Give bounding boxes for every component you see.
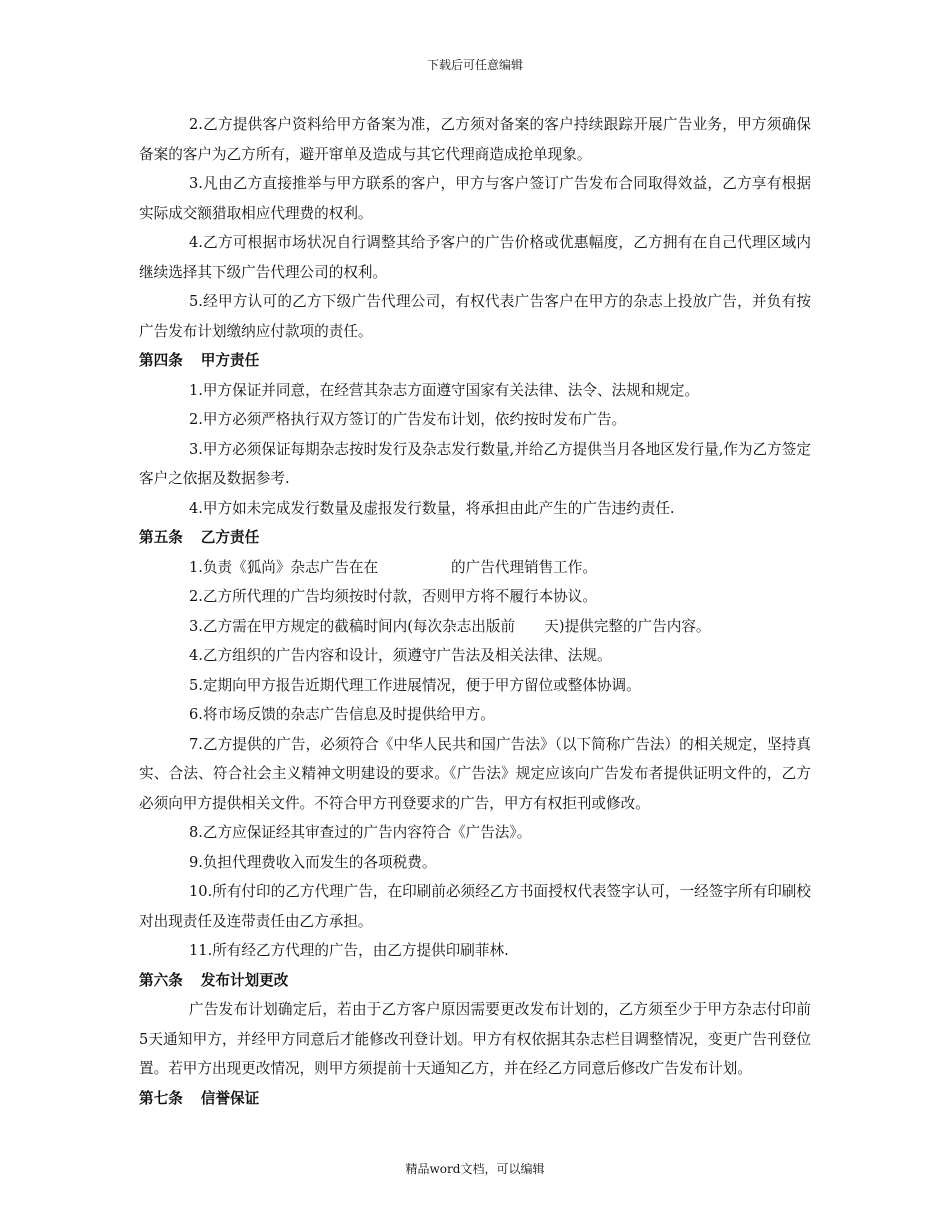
paragraph: 6.将市场反馈的杂志广告信息及时提供给甲方。 — [189, 706, 495, 723]
paragraph: 4.乙方可根据市场状况自行调整其给予客户的广告价格或优惠幅度，乙方拥有在自己代理区域内继续选择其下级广告代理公司的权利。 — [139, 234, 811, 281]
section-number: 第四条 — [139, 352, 183, 369]
page-footer: 精品word文档，可以编辑 — [405, 1162, 545, 1176]
paragraph: 1.甲方保证并同意，在经营其杂志方面遵守国家有关法律、法令、法规和规定。 — [189, 381, 700, 399]
paragraph: 3.凡由乙方直接推举与甲方联系的客户，甲方与客户签订广告发布合同取得效益，乙方享有根据实际成交额猎取相应代理费的权利。 — [139, 175, 811, 222]
section-heading — [139, 346, 811, 376]
section-number: 第六条 — [139, 971, 183, 989]
section-title: 乙方责任 — [200, 529, 260, 546]
section-heading — [139, 523, 811, 553]
section-number: 第五条 — [139, 529, 183, 546]
section-number: 第七条 — [139, 1089, 183, 1107]
paragraph: 10.所有付印的乙方代理广告，在印刷前必须经乙方书面授权代表签字认可，一经签字所有印刷校对出现责任及连带责任由乙方承担。 — [139, 883, 811, 930]
paragraph: 11.所有经乙方代理的广告，由乙方提供印刷菲林. — [189, 942, 509, 959]
document-body — [139, 110, 811, 1113]
paragraph: 4.乙方组织的广告内容和设计，须遵守广告法及相关法律、法规。 — [189, 647, 612, 664]
section-title: 信誉保证 — [200, 1089, 260, 1107]
paragraph: 7.乙方提供的广告，必须符合《中华人民共和国广告法》（以下简称广告法）的相关规定，坚持真实、合法、符合社会主义精神文明建设的要求。《广告法》规定应该向广告发布者提供证明文件的，乙方必须向甲方提供相关文件。不符合甲方刊登要求的广告，甲方有权拒刊或修改。 — [139, 735, 811, 812]
section-heading — [139, 1084, 811, 1114]
paragraph: 5.定期向甲方报告近期代理工作进展情况，便于甲方留位或整体协调。 — [189, 676, 641, 694]
paragraph: 5.经甲方认可的乙方下级广告代理公司，有权代表广告客户在甲方的杂志上投放广告，并负有按广告发布计划缴纳应付款项的责任。 — [139, 293, 811, 340]
paragraph: 3.甲方必须保证每期杂志按时发行及杂志发行数量,并给乙方提供当月各地区发行量,作为乙方签定客户之依据及数据参考. — [139, 440, 811, 487]
paragraph: 8.乙方应保证经其审查过的广告内容符合《广告法》。 — [189, 824, 532, 841]
section-heading — [139, 966, 811, 996]
paragraph: 广告发布计划确定后，若由于乙方客户原因需要更改发布计划的，乙方须至少于甲方杂志付印前5天通知甲方，并经甲方同意后才能修改刊登计划。甲方有权依据其杂志栏目调整情况，变更广告刊登位置。若甲方出现更改情况，则甲方须提前十天通知乙方，并在经乙方同意后修改广告发布计划。 — [139, 1001, 811, 1077]
section-title: 发布计划更改 — [200, 971, 289, 989]
paragraph: 3.乙方需在甲方规定的截稿时间内(每次杂志出版前 天)提供完整的广告内容。 — [189, 617, 711, 635]
section-title: 甲方责任 — [200, 352, 260, 369]
paragraph: 2.乙方提供客户资料给甲方备案为准，乙方须对备案的客户持续跟踪开展广告业务，甲方须确保备案的客户为乙方所有，避开窜单及造成与其它代理商造成抢单现象。 — [139, 116, 811, 163]
paragraph: 1.负责《狐尚》杂志广告在在 的广告代理销售工作。 — [189, 558, 597, 576]
paragraph: 9.负担代理费收入而发生的各项税费。 — [189, 853, 437, 871]
paragraph: 4.甲方如未完成发行数量及虚报发行数量，将承担由此产生的广告违约责任. — [189, 499, 675, 517]
paragraph: 2.甲方必须严格执行双方签订的广告发布计划，依约按时发布广告。 — [189, 411, 627, 428]
paragraph: 2.乙方所代理的广告均须按时付款，否则甲方将不履行本协议。 — [189, 588, 597, 605]
page-header: 下载后可任意编辑 — [426, 58, 523, 72]
